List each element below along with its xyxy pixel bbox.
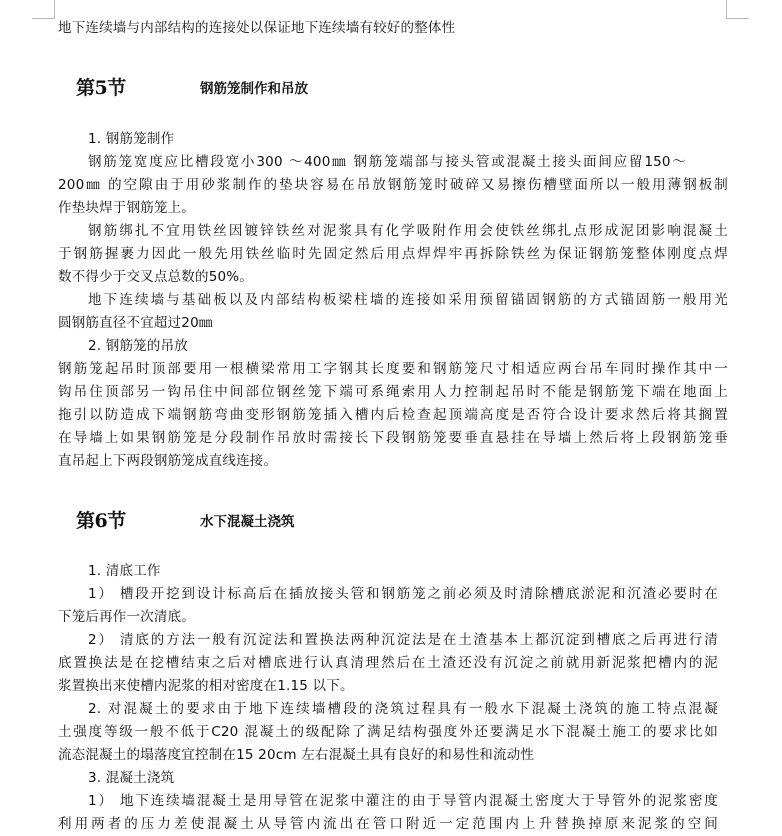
paragraph-line: 1） 槽段开挖到设计标高后在插放接头管和钢筋笼之前必须及时清除槽底淤泥和沉渣必要时在 — [88, 586, 718, 602]
paragraph-line: 地下连续墙与基础板以及内部结构板梁柱墙的连接如采用预留锚固钢筋的方式锚固筋一般用光 — [88, 292, 728, 308]
section-number: 第6节 — [76, 510, 126, 532]
subheading: 3. 混凝土浇筑 — [88, 770, 175, 786]
paragraph-line: 圆钢筋直径不宜超过20㎜ — [58, 315, 213, 331]
paragraph-line: 钩吊住顶部另一钩吊住中间部位钢丝笼下端可系绳索用人力控制起吊时不能是钢筋笼下端在地面上 — [58, 384, 728, 400]
paragraph-line: 钢筋笼宽度应比槽段宽小300 ～400㎜ 钢筋笼端部与接头管或混凝土接头面间应留150～ — [88, 154, 686, 170]
section-number: 第5节 — [76, 77, 126, 99]
section-title: 钢筋笼制作和吊放 — [200, 81, 308, 97]
section-title: 水下混凝土浇筑 — [200, 514, 295, 530]
paragraph-line: 地下连续墙与内部结构的连接处以保证地下连续墙有较好的整体性 — [58, 20, 456, 36]
paragraph-line: 在导墙上如果钢筋笼是分段制作吊放时需接长下段钢筋笼要垂直悬挂在导墙上然后将上段钢筋笼垂 — [58, 430, 728, 446]
paragraph-line: 2. 对混凝土的要求由于地下连续墙槽段的浇筑过程具有一般水下混凝土浇筑的施工特点混凝 — [88, 701, 718, 717]
subheading: 2. 钢筋笼的吊放 — [88, 338, 188, 354]
paragraph-line: 钢筋笼起吊时顶部要用一根横梁常用工字钢其长度要和钢筋笼尺寸相适应两台吊车同时操作其中一 — [58, 361, 728, 377]
paragraph-line: 1） 地下连续墙混凝土是用导管在泥浆中灌注的由于导管内混凝土密度大于导管外的泥浆密度 — [88, 793, 718, 809]
paragraph-line: 200㎜ 的空隙由于用砂浆制作的垫块容易在吊放钢筋笼时破碎又易擦伤槽壁面所以一般用薄钢板制 — [58, 177, 728, 193]
paragraph-line: 下笼后再作一次清底。 — [58, 609, 195, 625]
paragraph-line: 作垫块焊于钢筋笼上。 — [58, 200, 195, 216]
paragraph-line: 拖引以防造成下端钢筋弯曲变形钢筋笼插入槽内后检查起顶端高度是否符合设计要求然后将其搁置 — [58, 407, 728, 423]
subheading: 1. 清底工作 — [88, 563, 161, 579]
paragraph-line: 2） 清底的方法一般有沉淀法和置换法两种沉淀法是在土渣基本上都沉淀到槽底之后再进行清 — [88, 632, 718, 648]
paragraph-line: 于钢筋握裹力因此一般先用铁丝临时先固定然后用点焊焊牢再拆除铁丝为保证钢筋笼整体刚度点焊 — [58, 246, 728, 262]
paragraph-line: 浆置换出来使槽内泥浆的相对密度在1.15 以下。 — [58, 678, 354, 694]
paragraph-line: 数不得少于交叉点总数的50%。 — [58, 269, 254, 285]
paragraph-line: 钢筋绑扎不宜用铁丝因镀锌铁丝对泥浆具有化学吸附作用会使铁丝绑扎点形成泥团影响混凝土 — [88, 223, 728, 239]
margin-corner-mark-right — [726, 0, 749, 19]
margin-corner-mark-left — [32, 0, 55, 19]
paragraph-line: 直吊起上下两段钢筋笼成直线连接。 — [58, 453, 278, 469]
paragraph-line: 利用两者的压力差使混凝土从导管内流出在管口附近一定范围内上升替换掉原来泥浆的空间 — [58, 816, 718, 832]
paragraph-line: 土强度等级一般不低于C20 混凝土的级配除了满足结构强度外还要满足水下混凝土施工的要求比如 — [58, 724, 718, 740]
paragraph-line: 流态混凝土的塌落度宜控制在15 20cm 左右混凝土具有良好的和易性和流动性 — [58, 747, 535, 763]
paragraph-line: 底置换法是在挖槽结束之后对槽底进行认真清理然后在土渣还没有沉淀之前就用新泥浆把槽内的泥 — [58, 655, 718, 671]
subheading: 1. 钢筋笼制作 — [88, 131, 175, 147]
